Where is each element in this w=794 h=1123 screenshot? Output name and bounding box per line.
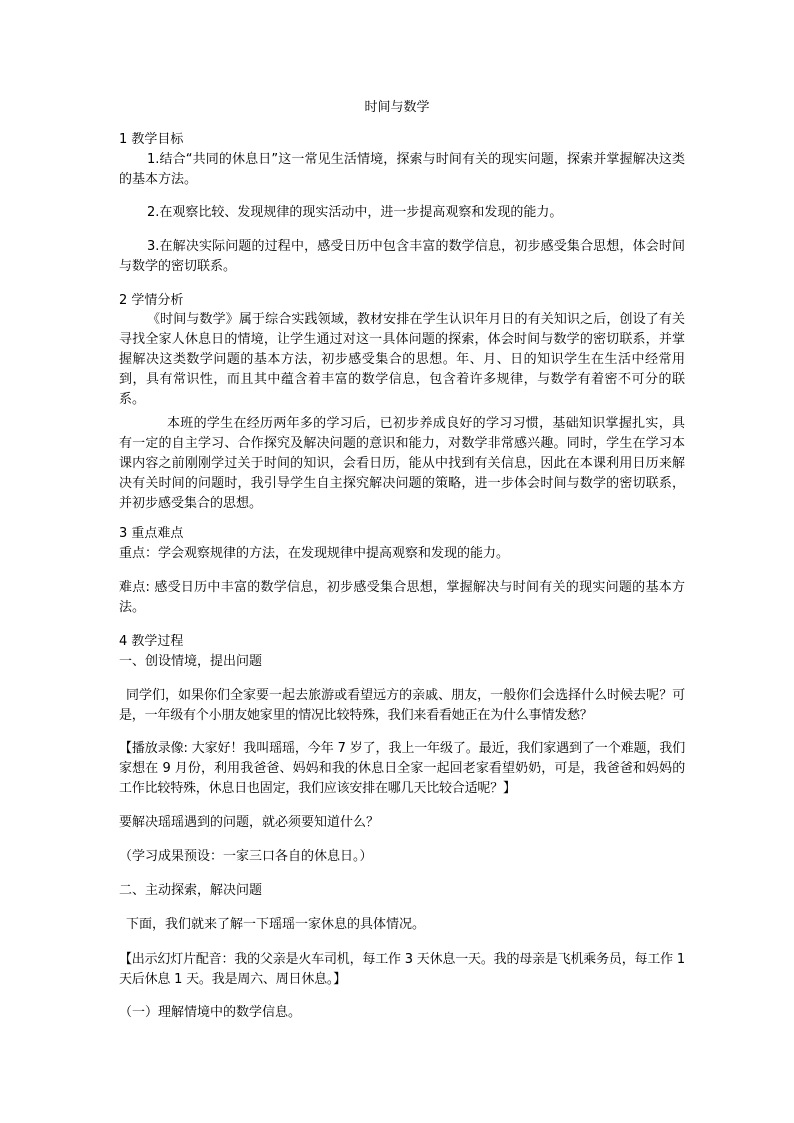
- section-3-heading: 3 重点难点: [119, 526, 184, 541]
- goal-paragraph-3: 3.在解决实际问题的过程中，感受日历中包含丰富的数学信息，初步感受集合思想，体会时间与数学的密切联系。: [119, 239, 685, 274]
- difficult-point: 难点: 感受日历中丰富的数学信息，初步感受集合思想，掌握解决与时间有关的现实问题的基本方法。: [119, 580, 685, 615]
- document-title: 时间与数学: [364, 100, 430, 115]
- goal-paragraph-1: 1.结合“共同的休息日”这一常见生活情境，探索与时间有关的现实问题，探索并掌握解决这类的基本方法。: [119, 152, 685, 187]
- question-paragraph: 要解决瑶瑶遇到的问题，就必须要知道什么？: [119, 815, 380, 830]
- subsection-heading-1: 一、创设情境，提出问题: [119, 654, 263, 669]
- section-1-heading: 1 教学目标: [119, 132, 184, 147]
- subsection-heading-2: 二、主动探索，解决问题: [119, 883, 263, 898]
- subsection-item-1: （一）理解情境中的数学信息。: [119, 1005, 302, 1020]
- key-point: 重点：学会观察规律的方法，在发现规律中提高观察和发现的能力。: [119, 546, 510, 561]
- analysis-paragraph-2: 本班的学生在经历两年多的学习后，已初步养成良好的学习习惯，基础知识掌握扎实，具有一定的自主学习、合作探究及解决问题的意识和能力，对数学非常感兴趣。同时，学生在学习本课内容之前刚刚学过关于时间的知识，会看日历，能从中找到有关信息，因此在本课利用日历来解决有关时间的问题时，我引导学生自主探究解决问题的策略，进一步体会时间与数学的密切联系，并初步感受集合的思想。: [119, 416, 685, 511]
- process-paragraph-1: 同学们，如果你们全家要一起去旅游或看望远方的亲戚、朋友，一般你们会选择什么时候去呢？可是，一年级有个小朋友她家里的情况比较特殊，我们来看看她正在为什么事情发愁？: [119, 688, 685, 723]
- slide-narration-paragraph: 【出示幻灯片配音：我的父亲是火车司机，每工作 3 天休息一天。我的母亲是飞机乘务员，每工作 1 天后休息 1 天。我是周六、周日休息。】: [119, 952, 685, 987]
- expected-outcome: （学习成果预设：一家三口各自的休息日。）: [119, 849, 373, 864]
- goal-paragraph-2: 2.在观察比较、发现规律的现实活动中，进一步提高观察和发现的能力。: [147, 205, 563, 220]
- section-2-heading: 2 学情分析: [119, 293, 184, 308]
- section-4-heading: 4 教学过程: [119, 634, 184, 649]
- process-paragraph-2: 下面，我们就来了解一下瑶瑶一家休息的具体情况。: [126, 917, 426, 932]
- analysis-paragraph-1: 《时间与数学》属于综合实践领域，教材安排在学生认识年月日的有关知识之后，创设了有关寻找全家人休息日的情境，让学生通过对这一具体问题的探索，体会时间与数学的密切联系，并掌握解决这类数学问题的基本方法，初步感受集合的思想。年、月、日的知识学生在生活中经常用到，具有常识性，而且其中蕴含着丰富的数学信息，包含着许多规律，与数学有着密不可分的联系。: [119, 312, 685, 407]
- video-script-paragraph: 【播放录像: 大家好！我叫瑶瑶，今年 7 岁了，我上一年级了。最近，我们家遇到了一个难题，我们家想在 9 月份，利用我爸爸、妈妈和我的休息日全家一起回老家看望奶奶，可是，我爸爸和妈妈的工作比较特殊，休息日也固定，我们应该安排在哪几天比较合适呢？】: [119, 741, 685, 796]
